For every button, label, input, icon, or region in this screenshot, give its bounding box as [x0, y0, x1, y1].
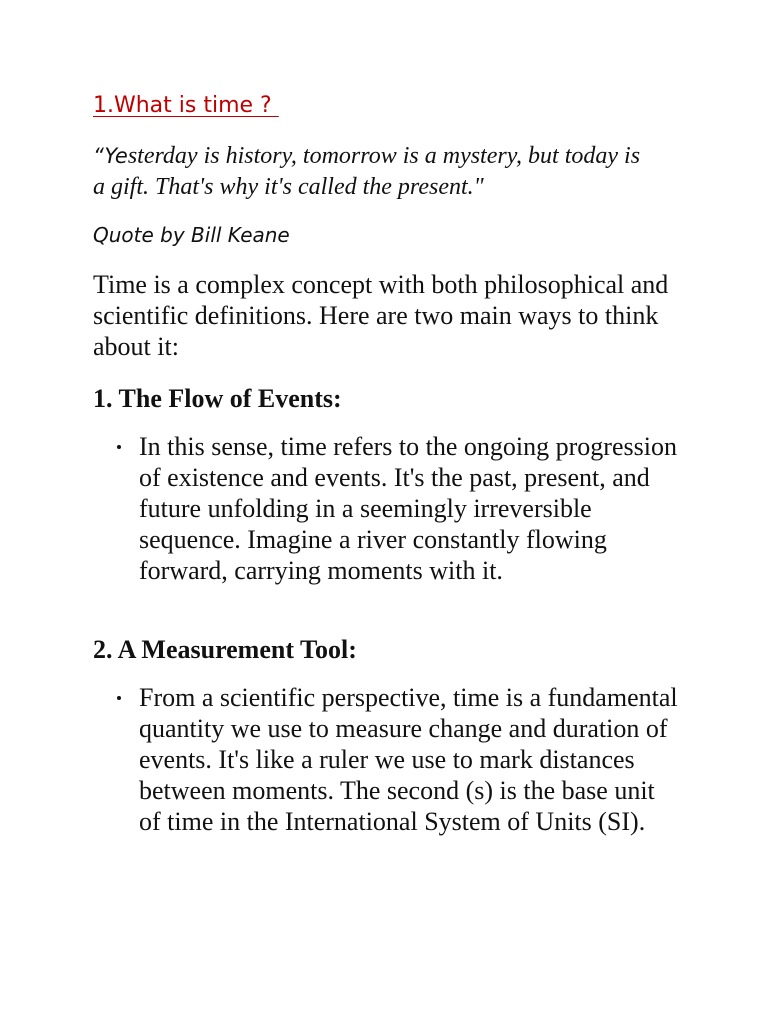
list-item-text: In this sense, time refers to the ongoing progression of existence and events. It's the past, present, and future unfolding in a seemingly irreversible sequence. Imagine a river constantly flowing forward, carrying moments with it.: [139, 432, 677, 585]
section-title-measurement-tool: 2. A Measurement Tool:: [93, 635, 357, 664]
quote-body: sterday is history, tomorrow is a mystery, but today is a gift. That's why it's called the present.": [93, 143, 641, 200]
quote-open-mark: “Ye: [93, 144, 128, 168]
page-heading: 1.What is time ?: [93, 93, 279, 118]
bullet-icon: [117, 445, 121, 449]
quote-attribution: Quote by Bill Keane: [93, 223, 290, 247]
quote-text: [93, 141, 653, 203]
intro-paragraph: Time is a complex concept with both philosophical and scientific definitions. Here are two main ways to think about it:: [93, 270, 669, 361]
bullet-icon: [117, 696, 121, 700]
list-item-text: From a scientific perspective, time is a fundamental quantity we use to measure change and duration of events. It's like a ruler we use to mark distances between moments. The second (s) is the base unit of time in the International System of Units (SI).: [139, 683, 678, 836]
section-title-flow-of-events: 1. The Flow of Events:: [93, 384, 342, 413]
